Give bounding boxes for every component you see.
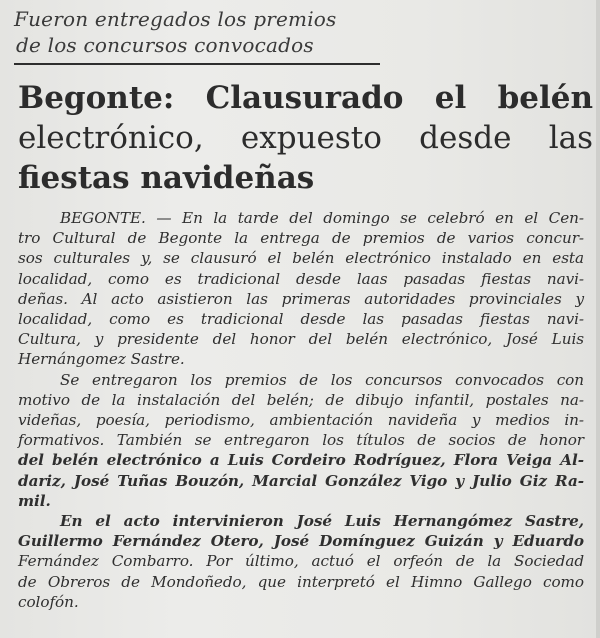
body-line: videñas, poesía, periodismo, ambientación navideña y medios in- — [18, 411, 584, 430]
article-headline — [18, 78, 593, 198]
body-line: En el acto intervinieron José Luis Hernangómez Sastre, — [60, 512, 584, 531]
body-line: dariz, José Tuñas Bouzón, Marcial González Vigo y Julio Giz Ra- — [18, 471, 584, 490]
paragraph-1 — [18, 208, 584, 370]
headline-line-2: electrónico, expuesto desde las — [18, 120, 593, 156]
body-line: formativos. También se entregaron los títulos de socios de honor — [18, 431, 584, 450]
body-line: tro Cultural de Begonte la entrega de premios de varios concur- — [18, 229, 584, 248]
body-line: localidad, como es tradicional desde laas pasadas fiestas navi- — [18, 269, 584, 288]
headline-line-3: fiestas navideñas — [18, 160, 315, 196]
scan-edge — [596, 0, 600, 638]
body-line: Guillermo Fernández Otero, José Domínguez Guizán y Eduardo — [18, 532, 584, 551]
body-line: de Obreros de Mondoñedo, que interpretó el Himno Gallego como — [18, 572, 584, 591]
article-body — [18, 208, 584, 612]
kicker-divider — [14, 63, 380, 65]
body-line: Hernángomez Sastre. — [18, 350, 185, 369]
body-line: Se entregaron los premios de los concursos convocados con — [60, 370, 584, 389]
body-line: mil. — [18, 491, 51, 510]
body-line: localidad, como es tradicional desde las pasadas fiestas navi- — [18, 310, 584, 329]
headline-line-1: Begonte: Clausurado el belén — [18, 80, 593, 116]
body-line: colofón. — [18, 592, 79, 611]
body-line: BEGONTE. — En la tarde del domingo se celebró en el Cen- — [60, 209, 584, 227]
body-line: deñas. Al acto asistieron las primeras autoridades provinciales y — [18, 289, 584, 308]
body-line: sos culturales y, se clausuró el belén electrónico instalado en esta — [18, 249, 584, 268]
kicker-line-1: Fueron entregados los premios — [14, 7, 337, 31]
body-line: motivo de la instalación del belén; de dibujo infantil, postales na- — [18, 390, 584, 409]
article-kicker — [14, 6, 394, 58]
body-line: del belén electrónico a Luis Cordeiro Rodríguez, Flora Veiga Al- — [18, 451, 584, 470]
kicker-line-2: de los concursos convocados — [16, 33, 314, 57]
paragraph-2 — [18, 370, 584, 511]
body-line: Cultura, y presidente del honor del belén electrónico, José Luis — [18, 330, 584, 349]
paragraph-3 — [18, 511, 584, 612]
body-line: Fernández Combarro. Por último, actuó el orfeón de la Sociedad — [18, 552, 584, 571]
